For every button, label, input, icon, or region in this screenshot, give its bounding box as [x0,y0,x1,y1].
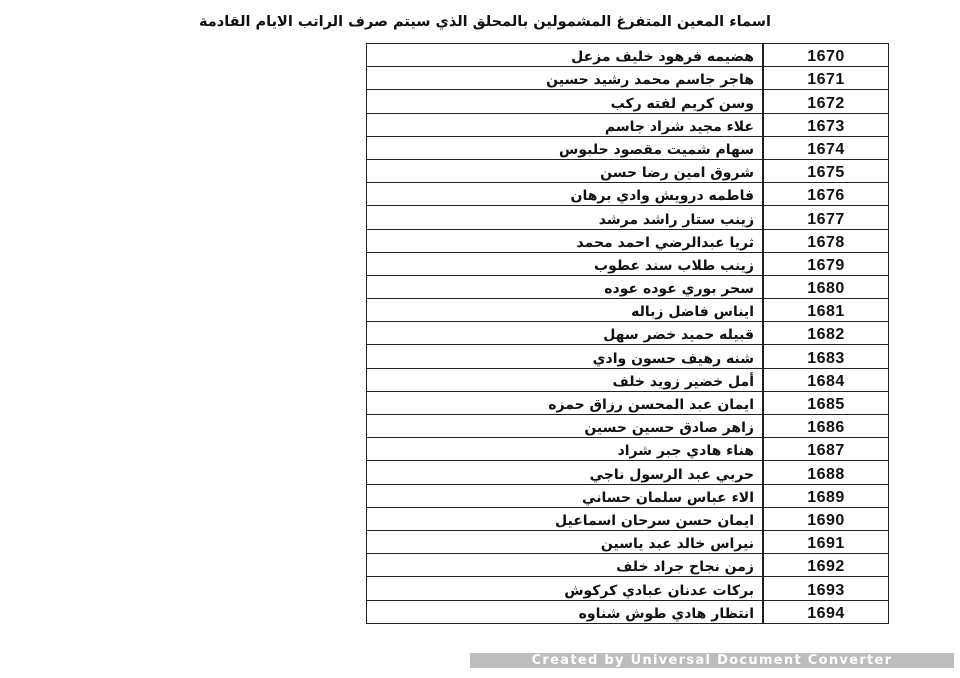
table-row [367,461,889,484]
table-row [367,159,889,182]
person-name: زمن نجاح جراد خلف [367,554,764,577]
person-name: شروق امين رضا حسن [367,159,764,182]
table-row [367,368,889,391]
table-row [367,530,889,553]
row-number: 1677 [763,206,889,229]
person-name: سهام شميت مقصود حلبوس [367,136,764,159]
person-name: حربي عبد الرسول ناجي [367,461,764,484]
table-row [367,299,889,322]
names-table [366,43,889,624]
row-number: 1687 [763,438,889,461]
person-name: هضيمه فرهود خليف مزعل [367,44,764,67]
table-row [367,507,889,530]
row-number: 1683 [763,345,889,368]
page-title: اسماء المعين المتفرغ المشمولين بالمحلق الذي سيتم صرف الراتب الايام القادمة [198,14,771,30]
table-row [367,113,889,136]
table-row [367,90,889,113]
row-number: 1672 [763,90,889,113]
table-row [367,484,889,507]
person-name: ثريا عبدالرضي احمد محمد [367,229,764,252]
table-row [367,44,889,67]
person-name: انتظار هادي طوش شناوه [367,600,764,623]
row-number: 1679 [763,252,889,275]
person-name: وسن كريم لفته ركب [367,90,764,113]
person-name: سحر بوري عوده عوده [367,275,764,298]
row-number: 1694 [763,600,889,623]
row-number: 1681 [763,299,889,322]
table-row [367,554,889,577]
person-name: فاطمه درويش وادي برهان [367,183,764,206]
person-name: ايمان عبد المحسن رزاق حمزه [367,391,764,414]
person-name: هاجر جاسم محمد رشيد حسين [367,67,764,90]
person-name: علاء مجيد شراد جاسم [367,113,764,136]
person-name: زاهر صادق حسين حسين [367,415,764,438]
row-number: 1675 [763,159,889,182]
person-name: بركات عدنان عبادي كركوش [367,577,764,600]
person-name: زينب ستار راشد مرشد [367,206,764,229]
person-name: ايناس فاضل زباله [367,299,764,322]
row-number: 1684 [763,368,889,391]
row-number: 1693 [763,577,889,600]
row-number: 1691 [763,530,889,553]
person-name: ايمان حسن سرحان اسماعيل [367,507,764,530]
table-row [367,229,889,252]
names-table-body [367,44,889,624]
converter-watermark: Created by Universal Document Converter [470,653,954,668]
row-number: 1676 [763,183,889,206]
table-row [367,438,889,461]
person-name: زينب طلاب سند عطوب [367,252,764,275]
row-number: 1674 [763,136,889,159]
row-number: 1671 [763,67,889,90]
table-row [367,600,889,623]
table-row [367,67,889,90]
row-number: 1689 [763,484,889,507]
person-name: أمل خضير زويد خلف [367,368,764,391]
table-row [367,391,889,414]
table-row [367,345,889,368]
row-number: 1688 [763,461,889,484]
row-number: 1685 [763,391,889,414]
row-number: 1678 [763,229,889,252]
person-name: شنه رهيف حسون وادي [367,345,764,368]
table-row [367,322,889,345]
row-number: 1686 [763,415,889,438]
row-number: 1673 [763,113,889,136]
table-row [367,275,889,298]
row-number: 1692 [763,554,889,577]
table-row [367,206,889,229]
table-row [367,415,889,438]
table-row [367,136,889,159]
table-row [367,252,889,275]
person-name: نيراس خالد عبد ياسين [367,530,764,553]
table-row [367,183,889,206]
row-number: 1690 [763,507,889,530]
person-name: قبيله حميد خضر سهل [367,322,764,345]
person-name: الاء عباس سلمان حساني [367,484,764,507]
table-row [367,577,889,600]
row-number: 1682 [763,322,889,345]
row-number: 1670 [763,44,889,67]
row-number: 1680 [763,275,889,298]
person-name: هناء هادي جبر شراد [367,438,764,461]
